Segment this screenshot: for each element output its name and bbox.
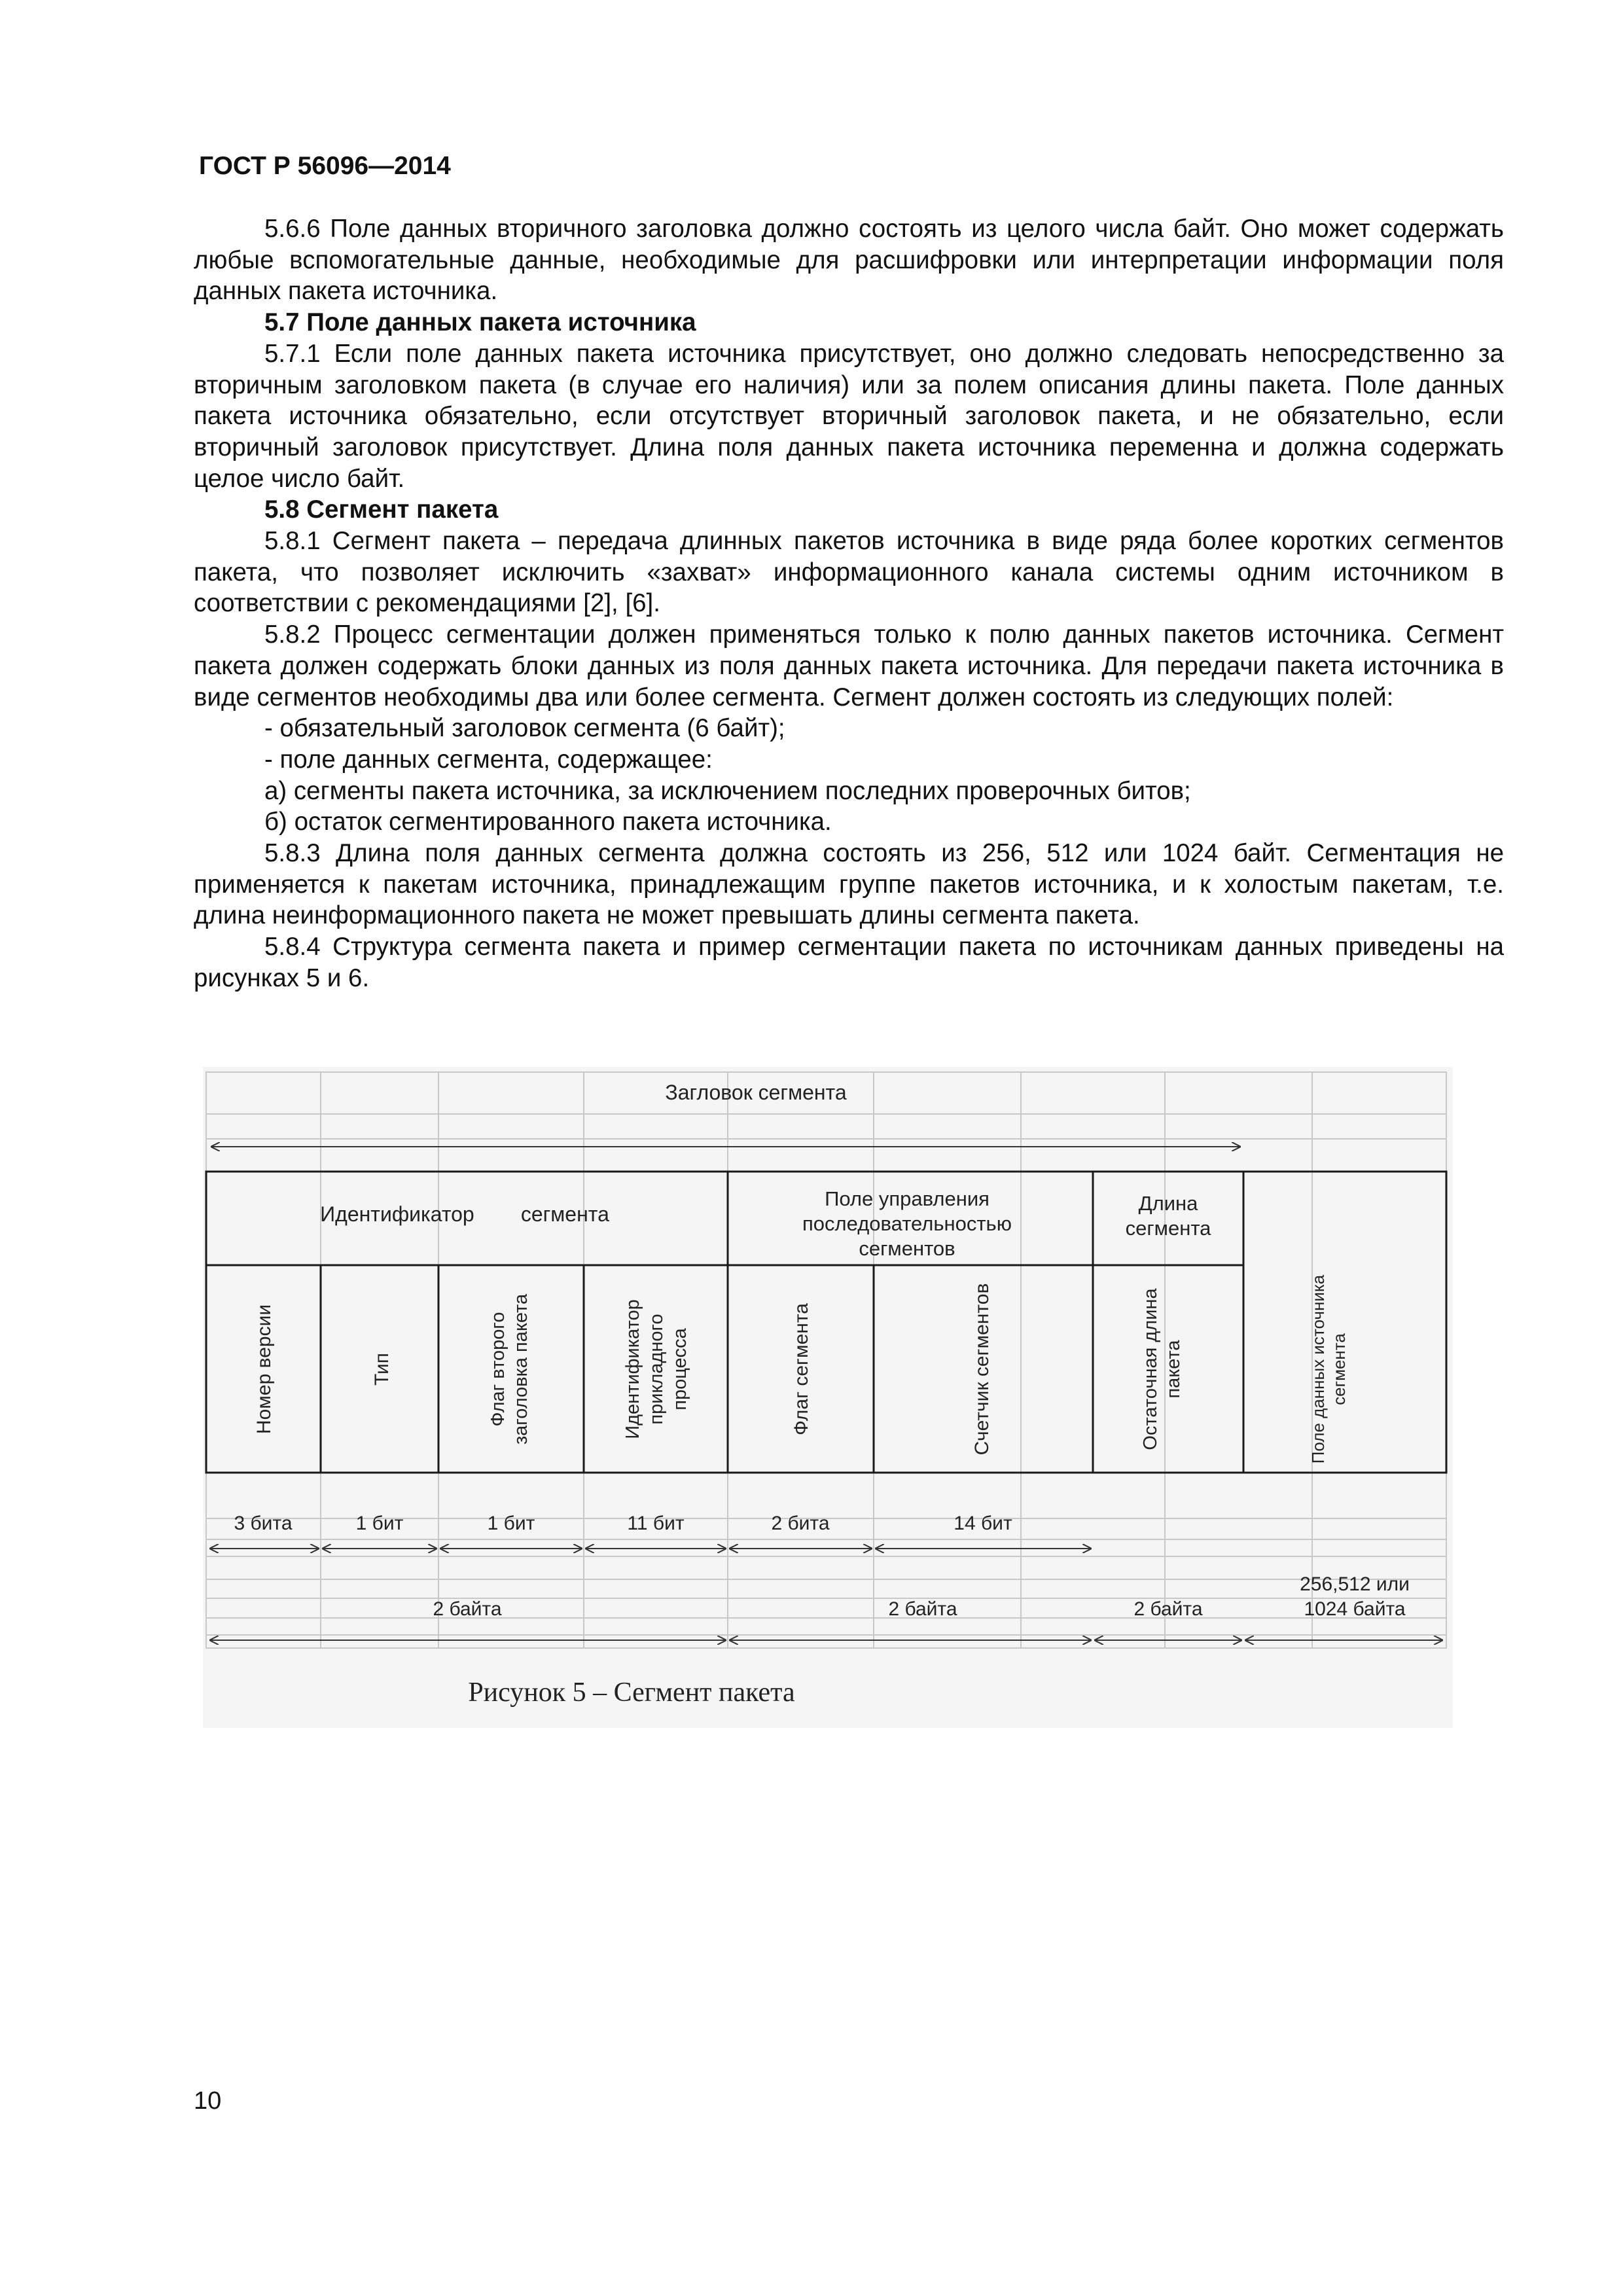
bytes-identifier: 2 байта — [433, 1598, 502, 1620]
bits-flag: 1 бит — [487, 1513, 535, 1534]
paragraph-5-6-6: 5.6.6 Поле данных вторичного заголовка должно состоять из целого числа байт. Оно может содержать любые вспомогательные данные, необходимые для расшифровки или интерпретации информации поля данных пакета источника. — [194, 215, 1504, 306]
paragraph-5-7-1: 5.7.1 Если поле данных пакета источника присутствует, оно должно следовать непосредственно за вторичным заголовком пакета (в случае его наличия) или за полем описания длины пакета. Поле данных пакета источника обязательно, если отсутствует вторичный заголовок пакета, и не обязательно, если вторичный заголовок присутствует. Длина поля данных пакета источника переменна и должна содержать целое число байт. — [194, 339, 1504, 493]
document-header: ГОСТ Р 56096—2014 — [199, 152, 451, 180]
group-identifier-label: Идентификатор сегмента — [320, 1202, 609, 1226]
group-sequence-label-1: Поле управления — [825, 1187, 990, 1210]
figure-segment-structure — [203, 1067, 1453, 1728]
list-item: а) сегменты пакета источника, за исключением последних проверочных битов; — [264, 776, 1191, 805]
field-app-id-1: Идентификатор — [622, 1299, 643, 1439]
body-text — [194, 213, 1504, 994]
field-version-number: Номер версии — [253, 1304, 275, 1435]
bytes-sequence: 2 байта — [888, 1598, 957, 1620]
group-sequence-label-2: последовательностью — [802, 1212, 1012, 1235]
group-length-label-2: сегмента — [1125, 1217, 1211, 1240]
field-type: Тип — [371, 1352, 393, 1386]
section-heading-5-8: 5.8 Сегмент пакета — [264, 495, 499, 524]
bits-app-id: 11 бит — [627, 1513, 685, 1534]
field-residual-length-1: Остаточная длина — [1140, 1288, 1161, 1450]
list-item: - обязательный заголовок сегмента (6 байт); — [264, 714, 785, 743]
field-residual-length-2: пакета — [1163, 1340, 1184, 1399]
paragraph-5-8-2: 5.8.2 Процесс сегментации должен применяться только к полю данных пакетов источника. Сегмент пакета должен содержать блоки данных из поля данных пакета источника. Для передачи пакета источника в виде сегментов необходимы два или более сегмента. Сегмент должен состоять из следующих полей: — [194, 620, 1504, 711]
bytes-data-2: 1024 байта — [1304, 1598, 1406, 1620]
paragraph-5-8-3: 5.8.3 Длина поля данных сегмента должна состоять из 256, 512 или 1024 байт. Сегментация не применяется к пакетам источника, принадлежащим группе пакетов источника, и к холостым пакетам, т.е. длина неинформационного пакета не может превышать длины сегмента пакета. — [194, 839, 1504, 930]
group-data-label-1: Поле данных источника — [1308, 1274, 1328, 1464]
field-segment-counter: Счетчик сегментов — [971, 1283, 993, 1456]
field-app-id-2: прикладного — [646, 1314, 667, 1425]
page-number: 10 — [194, 2087, 222, 2115]
field-segment-flag: Флаг сегмента — [791, 1303, 812, 1435]
list-item: б) остаток сегментированного пакета источника. — [264, 808, 832, 836]
bits-counter: 14 бит — [954, 1513, 1012, 1534]
bits-type: 1 бит — [355, 1513, 404, 1534]
bytes-data-1: 256,512 или — [1300, 1573, 1410, 1595]
bytes-length: 2 байта — [1133, 1598, 1203, 1620]
field-app-id-3: процесса — [669, 1328, 690, 1410]
field-secondary-flag-1: Флаг второго — [488, 1312, 508, 1427]
field-secondary-flag-2: заголовка пакета — [510, 1293, 531, 1445]
bits-segment-flag: 2 бита — [771, 1513, 830, 1534]
paragraph-5-8-1: 5.8.1 Сегмент пакета – передача длинных пакетов источника в виде ряда более коротких сегментов пакета, что позволяет исключить «захват» информационного канала системы одним источником в соответствии с рекомендациями [2], [6]. — [194, 527, 1504, 618]
paragraph-5-8-4: 5.8.4 Структура сегмента пакета и пример сегментации пакета по источникам данных приведены на рисунках 5 и 6. — [194, 933, 1504, 992]
figure-caption: Рисунок 5 – Сегмент пакета — [468, 1677, 795, 1708]
group-sequence-label-3: сегментов — [859, 1237, 955, 1260]
group-data-label-2: сегмента — [1329, 1333, 1349, 1405]
list-item: - поле данных сегмента, содержащее: — [264, 745, 713, 774]
segment-header-label: Загловок сегмента — [665, 1081, 847, 1104]
segment-diagram — [203, 1067, 1453, 1728]
bits-version: 3 бита — [234, 1513, 293, 1534]
section-heading-5-7: 5.7 Поле данных пакета источника — [264, 308, 696, 337]
group-length-label-1: Длина — [1138, 1192, 1198, 1215]
